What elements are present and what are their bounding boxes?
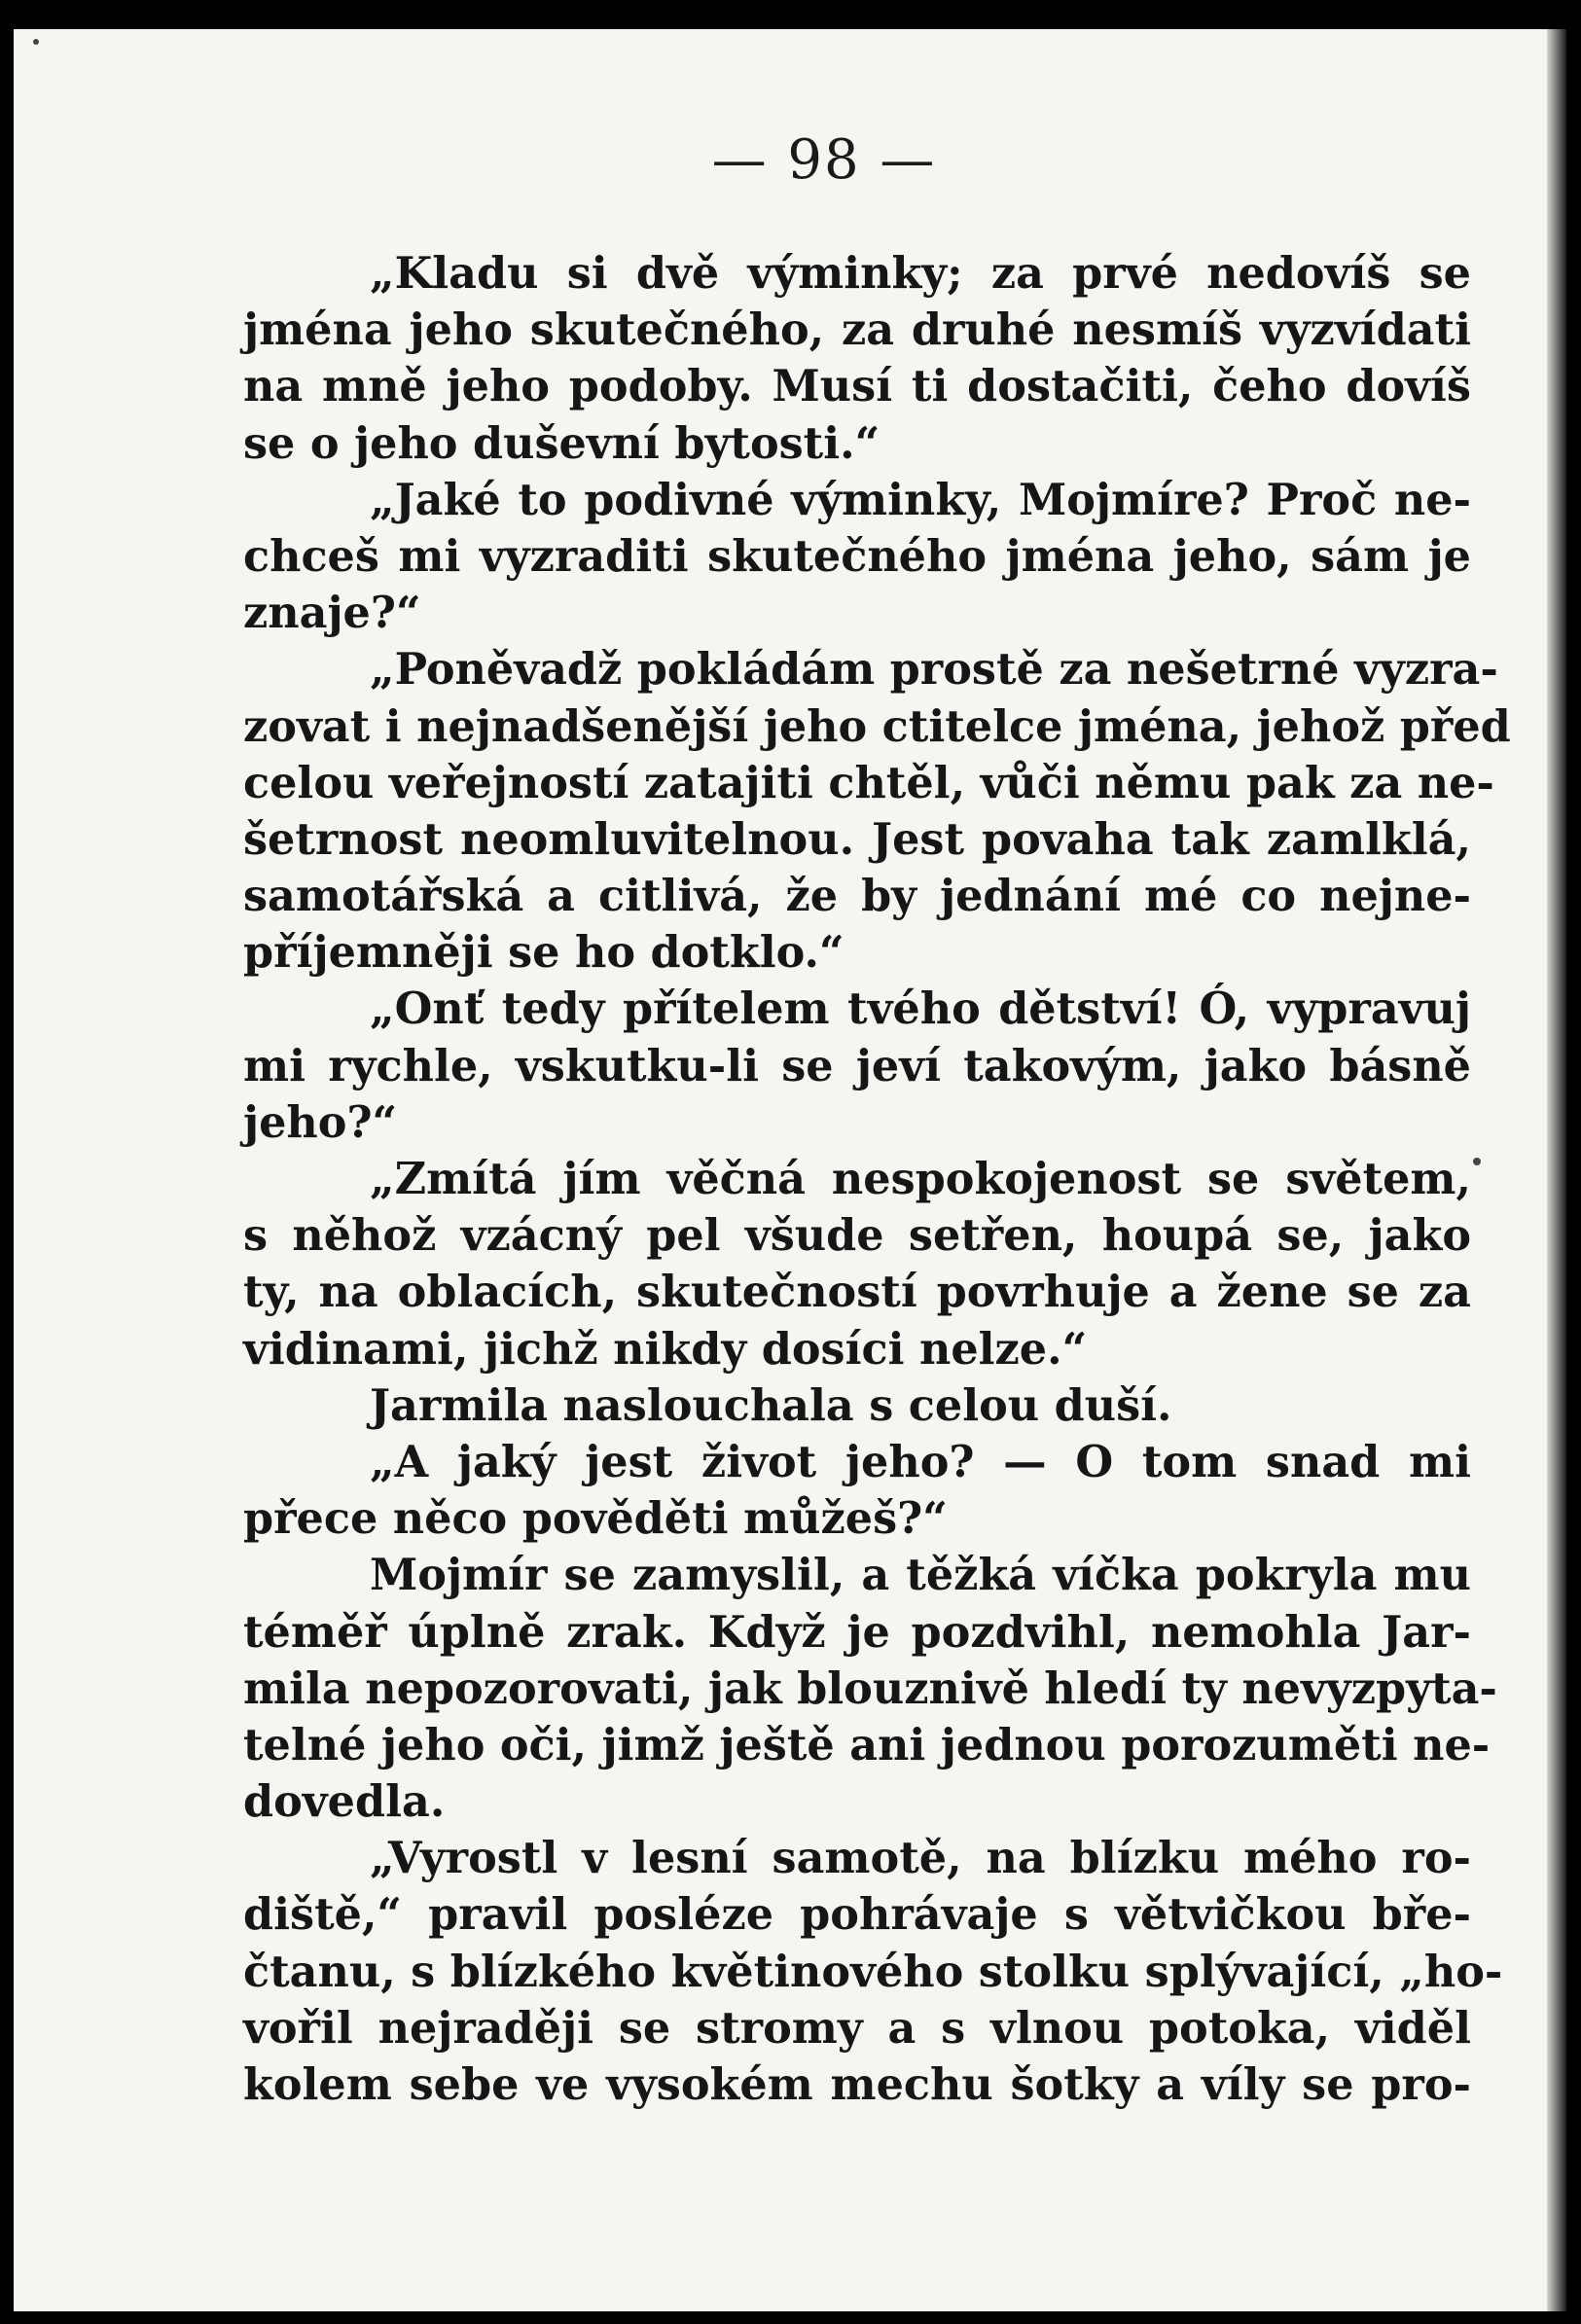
page-number: — 98 — xyxy=(711,128,937,192)
text-line: celou veřejností zatajiti chtěl, vůči němu pak za ne- xyxy=(243,757,1494,808)
text-line: „A jaký jest život jeho? — O tom snad mi xyxy=(370,1436,1471,1487)
text-line: téměř úplně zrak. Když je pozdvihl, nemohla Jar- xyxy=(243,1606,1471,1658)
text-line: „Poněvadž pokládám prostě za nešetrné vyzra- xyxy=(370,644,1498,696)
text-line: mila nepozorovati, jak blouznivě hledí ty nevyzpyta- xyxy=(243,1663,1497,1714)
text-line: Mojmír se zamyslil, a těžká víčka pokryla mu xyxy=(370,1550,1471,1601)
text-line: diště,“ pravil posléze pohrávaje s větvičkou bře- xyxy=(243,1889,1471,1941)
text-line: se o jeho duševní bytosti.“ xyxy=(243,417,880,469)
text-line: samotářská a citlivá, že by jednání mé co nejne- xyxy=(243,871,1471,922)
text-line: jeho?“ xyxy=(243,1096,398,1148)
body-text xyxy=(243,245,1511,2113)
text-line: mi rychle, vskutku-li se jeví takovým, jako básně xyxy=(243,1040,1471,1091)
text-line: přece něco pověděti můžeš?“ xyxy=(243,1493,948,1545)
book-page xyxy=(14,29,1566,2311)
text-line: vořil nejraději se stromy a s vlnou potoka, viděl xyxy=(243,2002,1471,2054)
text-line: znaje?“ xyxy=(243,588,421,639)
text-line: „Vyrostl v lesní samotě, na blízku mého ro- xyxy=(370,1833,1471,1884)
text-line: na mně jeho podoby. Musí ti dostačiti, čeho dovíš xyxy=(243,361,1471,412)
text-line: čtanu, s blízkého květinového stolku splývající, „ho- xyxy=(243,1946,1503,1997)
text-line: dovedla. xyxy=(243,1776,446,1828)
text-line: chceš mi vyzraditi skutečného jména jeho, sám je xyxy=(243,530,1471,582)
text-line: „Zmítá jím věčná nespokojenost se světem, xyxy=(370,1154,1471,1204)
text-line: příjemněji se ho dotklo.“ xyxy=(243,927,844,979)
text-line: jména jeho skutečného, za druhé nesmíš vyzvídati xyxy=(243,304,1471,356)
text-line: šetrnost neomluvitelnou. Jest povaha tak zamlklá, xyxy=(243,813,1471,865)
text-line: „Jaké to podivné výminky, Mojmíre? Proč ne- xyxy=(370,474,1471,525)
print-speck xyxy=(1473,1158,1481,1165)
text-line: vidinami, jichž nikdy dosíci nelze.“ xyxy=(243,1323,1088,1375)
text-line: ty, na oblacích, skutečností povrhuje a žene se za xyxy=(243,1267,1471,1318)
text-line: „Onť tedy přítelem tvého dětství! Ó, vypravuj xyxy=(370,983,1471,1035)
text-line: telné jeho oči, jimž ještě ani jednou porozuměti ne- xyxy=(243,1719,1491,1770)
text-line: „Kladu si dvě výminky; za prvé nedovíš se xyxy=(370,248,1471,299)
text-line: s něhož vzácný pel všude setřen, houpá se, jako xyxy=(243,1210,1471,1262)
text-line: zovat i nejnadšenější jeho ctitelce jména, jehož před xyxy=(243,700,1511,752)
text-line: Jarmila naslouchala s celou duší. xyxy=(370,1379,1172,1431)
page-edge-shadow xyxy=(1547,29,1566,2311)
print-speck xyxy=(33,39,39,45)
text-line: kolem sebe ve vysokém mechu šotky a víly se pro- xyxy=(243,2059,1471,2110)
